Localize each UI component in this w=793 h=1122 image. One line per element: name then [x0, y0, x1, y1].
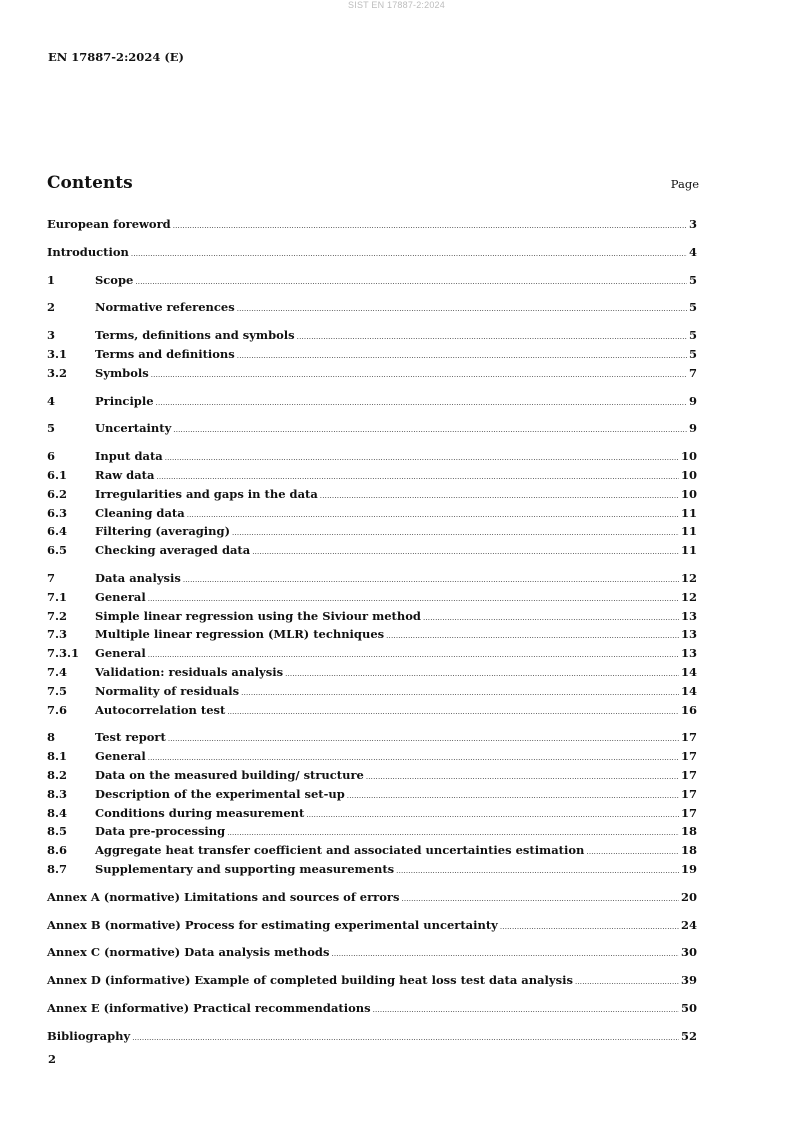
toc-group — [47, 420, 697, 439]
toc-entry-title: Normative references — [95, 300, 235, 315]
toc-entry-title: Data pre-processing — [95, 824, 226, 839]
toc-entry[interactable] — [47, 467, 697, 486]
toc-entry-page: 17 — [680, 786, 697, 801]
toc-entry[interactable] — [47, 626, 697, 645]
toc-entry-page: 13 — [680, 646, 697, 661]
toc-dot-leader — [168, 731, 679, 748]
toc-entry[interactable] — [47, 365, 697, 384]
toc-entry-page: 17 — [680, 749, 697, 764]
toc-dot-leader — [232, 525, 679, 542]
toc-entry-number: 6.4 — [47, 524, 68, 539]
toc-entry[interactable] — [47, 748, 697, 767]
toc-entry[interactable] — [47, 842, 697, 861]
toc-dot-leader — [401, 891, 679, 908]
toc-dot-leader — [156, 469, 679, 486]
toc-entry-title: Validation: residuals analysis — [95, 664, 284, 679]
toc-entry[interactable] — [47, 216, 697, 235]
toc-entry-page: 10 — [680, 486, 697, 501]
toc-dot-leader — [148, 647, 679, 664]
toc-entry-page: 5 — [688, 272, 697, 287]
toc-entry[interactable] — [47, 486, 697, 505]
toc-dot-leader — [241, 685, 679, 702]
toc-entry-title: Symbols — [95, 365, 149, 380]
toc-dot-leader — [586, 844, 679, 861]
toc-entry-number: 7.1 — [47, 589, 68, 604]
toc-entry-page: 11 — [680, 543, 697, 558]
toc-entry-title: Data on the measured building/ structure — [95, 767, 364, 782]
toc-dot-leader — [173, 218, 687, 235]
contents-title: Contents — [47, 173, 133, 193]
toc-entry-number: 8.1 — [47, 749, 68, 764]
toc-entry-page: 18 — [680, 843, 697, 858]
toc-group — [47, 327, 697, 383]
toc-entry[interactable] — [47, 570, 697, 589]
toc-dot-leader — [366, 769, 679, 786]
toc-entry-title: General — [95, 646, 146, 661]
toc-entry-title: Introduction — [47, 244, 129, 259]
toc-entry[interactable] — [47, 608, 697, 627]
toc-dot-leader — [331, 946, 679, 963]
document-id: EN 17887-2:2024 (E) — [48, 50, 184, 64]
toc-entry-page: 5 — [688, 346, 697, 361]
toc-entry-title: Raw data — [95, 467, 155, 482]
toc-dot-leader — [320, 488, 679, 505]
toc-group — [47, 944, 697, 963]
toc-entry-number: 8.3 — [47, 786, 68, 801]
toc-dot-leader — [396, 863, 679, 880]
toc-group — [47, 972, 697, 991]
toc-dot-leader — [423, 610, 679, 627]
toc-entry-title: Filtering (averaging) — [95, 524, 231, 539]
toc-dot-leader — [227, 704, 679, 721]
toc-entry-title: Annex E (informative) Practical recommendations — [47, 1000, 371, 1015]
toc-entry-number: 7.3.1 — [47, 646, 80, 661]
toc-entry-number: 1 — [47, 272, 56, 287]
toc-entry-number: 6.5 — [47, 543, 68, 558]
toc-entry[interactable] — [47, 767, 697, 786]
toc-entry[interactable] — [47, 944, 697, 963]
toc-entry-title: Conditions during measurement — [95, 805, 305, 820]
toc-group — [47, 570, 697, 720]
toc-entry-title: Cleaning data — [95, 505, 185, 520]
toc-entry-number: 8.4 — [47, 805, 68, 820]
toc-entry-number: 2 — [47, 300, 56, 315]
toc-entry-page: 4 — [688, 244, 697, 259]
toc-entry[interactable] — [47, 972, 697, 991]
toc-group — [47, 729, 697, 879]
toc-entry-page: 9 — [688, 393, 697, 408]
toc-entry-page: 52 — [680, 1028, 697, 1043]
toc-group — [47, 1028, 697, 1047]
toc-entry[interactable] — [47, 889, 697, 908]
toc-entry-title: Irregularities and gaps in the data — [95, 486, 318, 501]
toc-entry-number: 7.3 — [47, 627, 68, 642]
toc-entry-number: 7 — [47, 570, 56, 585]
toc-entry-page: 10 — [680, 467, 697, 482]
toc-entry-title: Test report — [95, 730, 166, 745]
toc-group — [47, 1000, 697, 1019]
toc-entry-title: Description of the experimental set-up — [95, 786, 345, 801]
toc-dot-leader — [148, 750, 679, 767]
toc-entry[interactable] — [47, 1028, 697, 1047]
toc-entry-title: Principle — [95, 393, 154, 408]
toc-entry-title: Terms, definitions and symbols — [95, 328, 295, 343]
toc-dot-leader — [237, 301, 687, 318]
toc-entry-page: 24 — [680, 917, 697, 932]
toc-group — [47, 299, 697, 318]
toc-entry-page: 13 — [680, 627, 697, 642]
toc-entry-title: General — [95, 749, 146, 764]
toc-entry-number: 3.2 — [47, 365, 68, 380]
toc-dot-leader — [575, 974, 679, 991]
toc-entry-title: Aggregate heat transfer coefficient and associated uncertainties estimation — [95, 843, 585, 858]
toc-entry-number: 8.5 — [47, 824, 68, 839]
toc-entry-page: 11 — [680, 505, 697, 520]
toc-entry-number: 6.2 — [47, 486, 68, 501]
toc-entry-title: Terms and definitions — [95, 346, 235, 361]
toc-dot-leader — [148, 591, 679, 608]
toc-dot-leader — [132, 1030, 679, 1047]
toc-entry-number: 7.2 — [47, 608, 68, 623]
page-column-label: Page — [670, 177, 699, 191]
toc-entry-title: Simple linear regression using the Siviour method — [95, 608, 421, 623]
toc-entry-page: 10 — [680, 449, 697, 464]
toc-entry-title: Data analysis — [95, 570, 181, 585]
toc-entry-page: 12 — [680, 589, 697, 604]
toc-entry-title: Scope — [95, 272, 134, 287]
toc-entry-number: 3.1 — [47, 346, 68, 361]
toc-dot-leader — [237, 348, 687, 365]
toc-entry[interactable] — [47, 645, 697, 664]
toc-entry-page: 13 — [680, 608, 697, 623]
watermark: SIST EN 17887-2:2024 — [348, 0, 445, 10]
toc-entry-page: 19 — [680, 861, 697, 876]
toc-entry[interactable] — [47, 448, 697, 467]
toc-entry-title: Multiple linear regression (MLR) techniques — [95, 627, 385, 642]
toc-dot-leader — [187, 507, 679, 524]
toc-entry-title: Supplementary and supporting measurements — [95, 861, 395, 876]
toc-group — [47, 448, 697, 561]
toc-entry-page: 11 — [680, 524, 697, 539]
toc-entry-page: 16 — [680, 702, 697, 717]
toc-entry-page: 30 — [680, 945, 697, 960]
toc-entry-page: 14 — [680, 664, 697, 679]
toc-dot-leader — [386, 628, 679, 645]
footer-page-number: 2 — [48, 1052, 57, 1066]
toc-entry-page: 17 — [680, 805, 697, 820]
toc-entry-page: 5 — [688, 328, 697, 343]
table-of-contents — [47, 216, 697, 1055]
toc-entry-title: Annex C (normative) Data analysis methods — [47, 945, 330, 960]
toc-entry[interactable] — [47, 299, 697, 318]
toc-dot-leader — [347, 788, 679, 805]
toc-entry[interactable] — [47, 823, 697, 842]
toc-entry-title: Annex B (normative) Process for estimating experimental uncertainty — [47, 917, 498, 932]
toc-entry-title: Bibliography — [47, 1028, 131, 1043]
toc-entry-page: 7 — [688, 365, 697, 380]
toc-entry[interactable] — [47, 327, 697, 346]
toc-entry[interactable] — [47, 505, 697, 524]
toc-entry-number: 7.6 — [47, 702, 68, 717]
toc-dot-leader — [173, 422, 687, 439]
toc-entry[interactable] — [47, 729, 697, 748]
toc-dot-leader — [227, 825, 679, 842]
toc-entry-title: Autocorrelation test — [95, 702, 226, 717]
toc-entry-page: 50 — [680, 1000, 697, 1015]
toc-group — [47, 272, 697, 291]
toc-entry-title: Input data — [95, 449, 163, 464]
toc-entry-number: 7.5 — [47, 683, 68, 698]
toc-entry-page: 18 — [680, 824, 697, 839]
toc-dot-leader — [183, 572, 679, 589]
toc-group — [47, 244, 697, 263]
toc-entry-page: 17 — [680, 767, 697, 782]
toc-dot-leader — [156, 395, 687, 412]
toc-entry-number: 7.4 — [47, 664, 68, 679]
toc-dot-leader — [285, 666, 679, 683]
toc-entry[interactable] — [47, 393, 697, 412]
toc-entry-number: 8.2 — [47, 767, 68, 782]
toc-entry-number: 8.7 — [47, 861, 68, 876]
toc-dot-leader — [297, 329, 687, 346]
toc-entry-title: Checking averaged data — [95, 543, 251, 558]
toc-entry[interactable] — [47, 589, 697, 608]
toc-entry[interactable] — [47, 1000, 697, 1019]
toc-entry-number: 8.6 — [47, 843, 68, 858]
toc-dot-leader — [306, 807, 679, 824]
toc-entry[interactable] — [47, 786, 697, 805]
toc-entry[interactable] — [47, 244, 697, 263]
toc-group — [47, 393, 697, 412]
toc-dot-leader — [500, 919, 679, 936]
toc-entry-number: 5 — [47, 421, 56, 436]
toc-entry-page: 17 — [680, 730, 697, 745]
toc-group — [47, 216, 697, 235]
toc-entry-number: 6.1 — [47, 467, 68, 482]
toc-entry-page: 39 — [680, 973, 697, 988]
toc-entry-page: 20 — [680, 889, 697, 904]
toc-entry[interactable] — [47, 346, 697, 365]
toc-dot-leader — [135, 274, 687, 291]
toc-entry[interactable] — [47, 917, 697, 936]
toc-entry[interactable] — [47, 702, 697, 721]
toc-dot-leader — [252, 544, 679, 561]
toc-entry-page: 3 — [688, 217, 697, 231]
toc-entry[interactable] — [47, 523, 697, 542]
toc-entry-page: 5 — [688, 300, 697, 315]
toc-entry-title: European foreword — [47, 217, 171, 231]
contents-heading-row — [47, 173, 699, 193]
toc-entry-number: 4 — [47, 393, 56, 408]
toc-entry-number: 6 — [47, 449, 56, 464]
toc-dot-leader — [165, 450, 679, 467]
toc-dot-leader — [373, 1002, 679, 1019]
toc-dot-leader — [151, 367, 687, 384]
toc-entry[interactable] — [47, 542, 697, 561]
toc-entry-number: 3 — [47, 328, 56, 343]
toc-entry-page: 9 — [688, 421, 697, 436]
toc-entry-title: Uncertainty — [95, 421, 172, 436]
toc-entry-page: 12 — [680, 570, 697, 585]
toc-entry-number: 8 — [47, 730, 56, 745]
toc-entry[interactable] — [47, 664, 697, 683]
toc-entry-number: 6.3 — [47, 505, 68, 520]
toc-entry[interactable] — [47, 272, 697, 291]
toc-entry[interactable] — [47, 861, 697, 880]
toc-entry[interactable] — [47, 805, 697, 824]
toc-dot-leader — [131, 246, 687, 263]
toc-entry-title: General — [95, 589, 146, 604]
toc-entry-title: Annex D (informative) Example of completed building heat loss test data analysis — [47, 973, 573, 988]
toc-entry-page: 14 — [680, 683, 697, 698]
toc-group — [47, 889, 697, 908]
toc-group — [47, 917, 697, 936]
toc-entry-title: Normality of residuals — [95, 683, 240, 698]
toc-entry[interactable] — [47, 420, 697, 439]
toc-entry[interactable] — [47, 683, 697, 702]
toc-entry-title: Annex A (normative) Limitations and sources of errors — [47, 889, 400, 904]
